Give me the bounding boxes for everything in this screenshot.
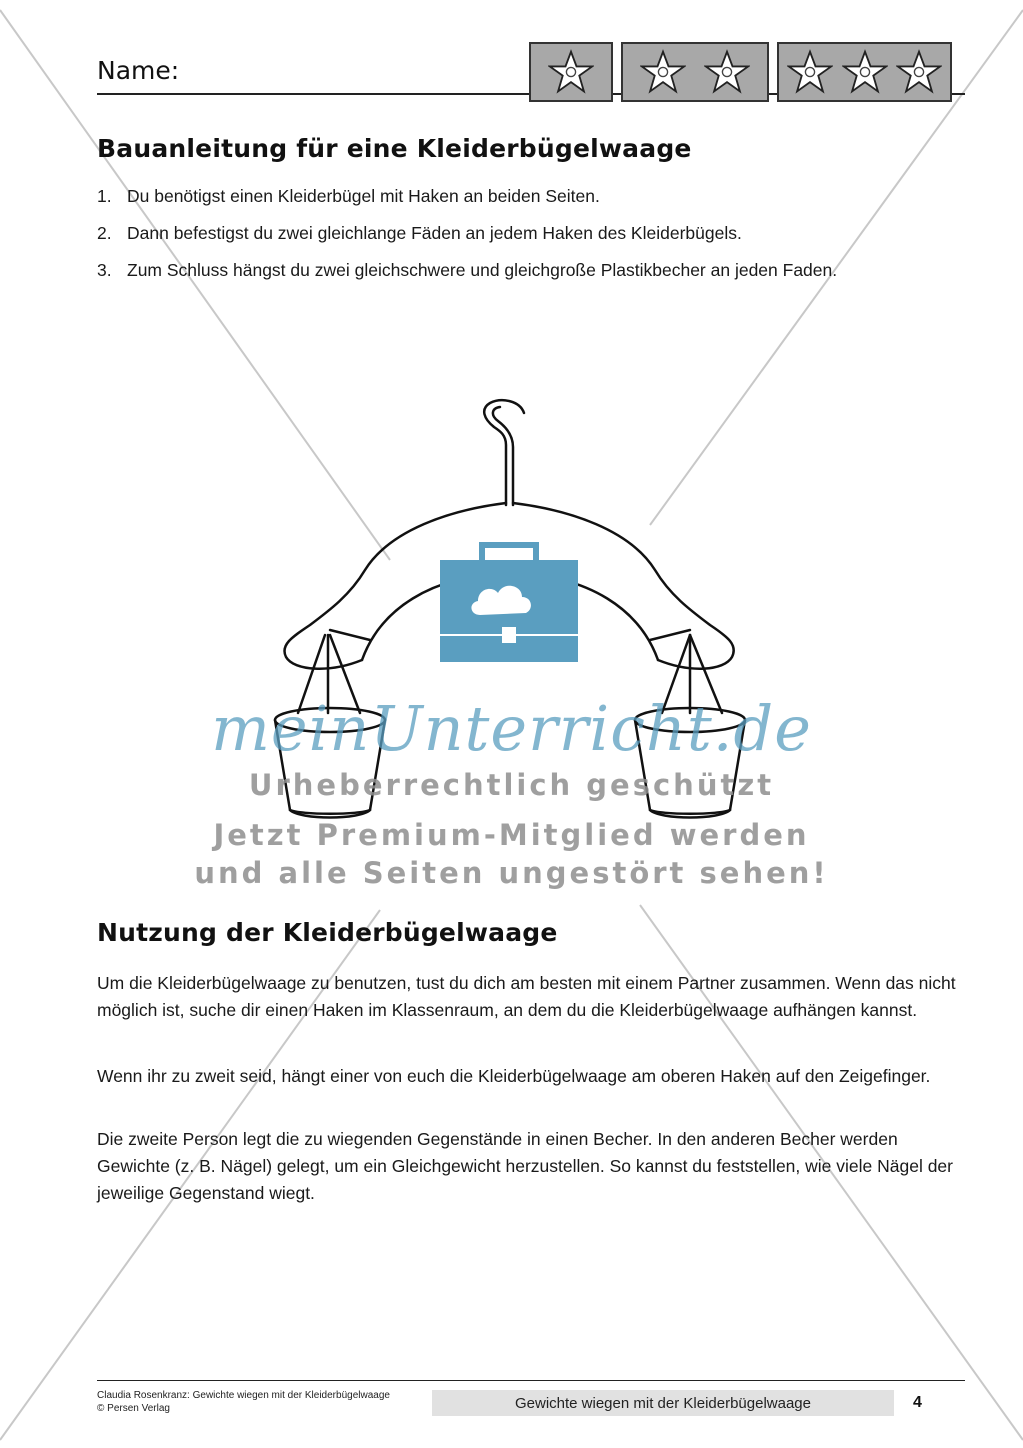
star-icon [842, 49, 888, 95]
step-number: 2. [97, 223, 112, 243]
step-number: 1. [97, 186, 112, 206]
difficulty-level-1 [529, 42, 613, 102]
step-text: Dann befestigst du zwei gleichlange Fäden an jedem Haken des Kleiderbügels. [127, 223, 742, 243]
watermark-copyright: Urheberrechtlich geschützt [248, 768, 775, 802]
footer-author: Claudia Rosenkranz: Gewichte wiegen mit der Kleiderbügelwaage [97, 1390, 390, 1401]
star-icon [896, 49, 942, 95]
watermark-premium-2: und alle Seiten ungestört sehen! [194, 856, 829, 890]
footer-publisher: © Persen Verlag [97, 1403, 170, 1414]
section-heading-construction: Bauanleitung für eine Kleiderbügelwaage [97, 134, 692, 163]
watermark-brand: meinUnterricht.de [211, 692, 812, 765]
instruction-steps [97, 183, 917, 294]
step-text: Zum Schluss hängst du zwei gleichschwere und gleichgroße Plastikbecher an jeden Faden. [127, 260, 838, 280]
section-heading-usage: Nutzung der Kleiderbügelwaage [97, 918, 558, 947]
usage-paragraph: Die zweite Person legt die zu wiegenden Gegenstände in einen Becher. In den anderen Becher werden Gewichte (z. B. Nägel) gelegt, um ein Gleichgewicht herzustellen. So kannst du feststellen, wie viele Nägel der jeweilige Gegenstand wiegt. [97, 1129, 953, 1203]
instruction-step [97, 183, 917, 210]
instruction-step [97, 257, 917, 284]
star-icon [640, 49, 686, 95]
footer-title [432, 1390, 894, 1416]
step-number: 3. [97, 260, 112, 280]
usage-paragraph: Um die Kleiderbügelwaage zu benutzen, tust du dich am besten mit einem Partner zusammen. Wenn das nicht möglich ist, suche dir einen Haken im Klassenraum, an dem du die Kleiderbügelwaage aufhängen kannst. [97, 973, 956, 1020]
usage-paragraph: Wenn ihr zu zweit seid, hängt einer von euch die Kleiderbügelwaage am oberen Haken auf den Zeigefinger. [97, 1066, 931, 1086]
instruction-step [97, 220, 917, 247]
star-icon [787, 49, 833, 95]
briefcase-icon [440, 545, 578, 662]
footer-divider [97, 1380, 965, 1381]
page-number: 4 [913, 1394, 922, 1411]
difficulty-level-3 [777, 42, 952, 102]
footer-title-text: Gewichte wiegen mit der Kleiderbügelwaage [514, 1394, 811, 1412]
star-icon [548, 49, 594, 95]
name-label: Name: [97, 56, 180, 85]
difficulty-level-2 [621, 42, 769, 102]
step-text: Du benötigst einen Kleiderbügel mit Haken an beiden Seiten. [127, 186, 600, 206]
footer-credit [97, 1389, 390, 1415]
watermark-premium: Jetzt Premium-Mitglied werden [213, 818, 810, 852]
star-icon [704, 49, 750, 95]
